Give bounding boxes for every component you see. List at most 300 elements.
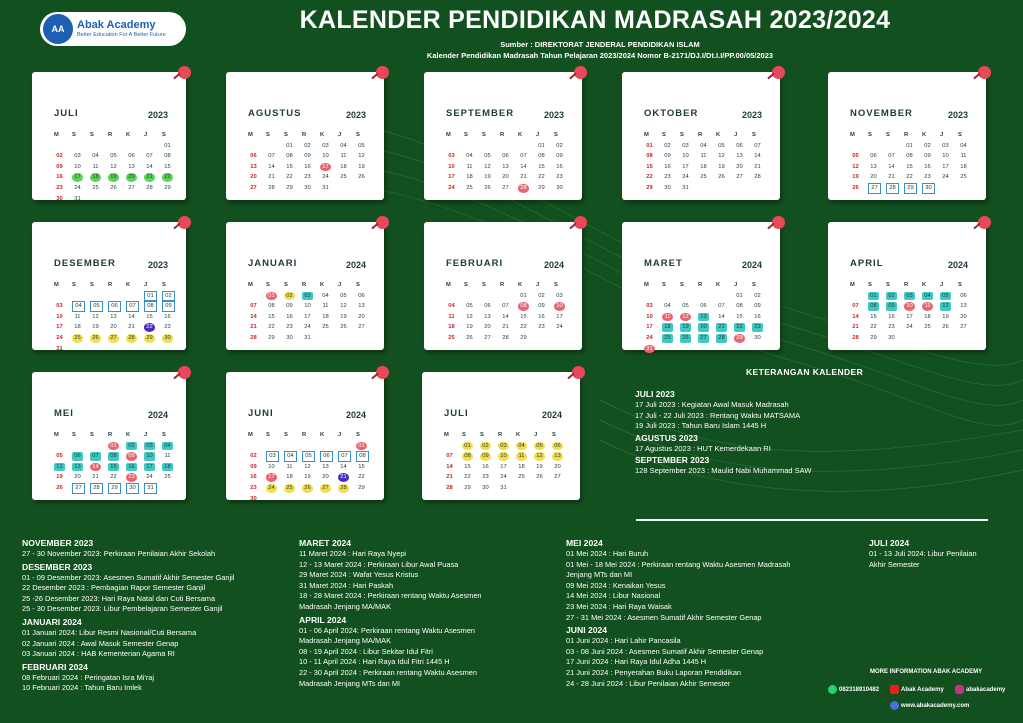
- day-number: 10: [322, 153, 329, 160]
- day-cell: [534, 472, 552, 483]
- weekday-header: S: [356, 282, 360, 289]
- weekday-header: R: [500, 282, 505, 289]
- day-number: 11: [466, 163, 473, 170]
- day-cell: [552, 462, 570, 473]
- day-number: 15: [268, 313, 275, 320]
- day-number: 05: [852, 153, 859, 160]
- day-cell: [356, 172, 374, 183]
- day-number: 03: [646, 303, 653, 310]
- weekday-header: S: [72, 432, 76, 439]
- day-cell: [536, 172, 554, 183]
- decree-line: Kalender Pendidikan Madrasah Tahun Pelajaran 2023/2024 Nomor B-2171/DJ.I/Dt.I.I/PP.00/05/2023: [426, 51, 774, 60]
- day-cell: [320, 183, 338, 194]
- event-item: 03 - 08 Juni 2024 : Asesmen Sumatif Akhir Semester Genap: [566, 646, 764, 656]
- weekday-header: K: [922, 132, 927, 139]
- day-number: 28: [502, 335, 509, 342]
- day-cell: [904, 183, 922, 194]
- day-cell: [338, 472, 356, 483]
- day-number: 19: [358, 163, 365, 170]
- day-cell: [518, 162, 536, 173]
- legend-month-heading: SEPTEMBER 2023: [635, 455, 710, 465]
- day-number: 12: [358, 153, 365, 160]
- day-cell: [482, 162, 500, 173]
- event-month-heading: DESEMBER 2023: [22, 561, 93, 572]
- day-number: 12: [304, 463, 311, 470]
- day-cell: [904, 301, 922, 312]
- day-cell: [500, 312, 518, 323]
- weekday-header: R: [500, 132, 505, 139]
- day-cell: [320, 451, 338, 462]
- day-cell: [338, 322, 356, 333]
- day-number: 20: [698, 323, 709, 332]
- day-number: 19: [852, 174, 859, 181]
- day-cell: [554, 291, 572, 302]
- day-number: 09: [162, 301, 175, 312]
- day-cell: [680, 322, 698, 333]
- pushpin-icon: [376, 66, 389, 79]
- day-number: 08: [286, 153, 293, 160]
- day-number: 05: [110, 153, 117, 160]
- day-cell: [108, 322, 126, 333]
- day-cell: [126, 183, 144, 194]
- day-number: 22: [144, 323, 155, 332]
- day-cell: [126, 322, 144, 333]
- day-cell: [302, 322, 320, 333]
- day-number: 15: [538, 163, 545, 170]
- event-item: 27 - 31 Mei 2024 : Asesmen Sumatif Akhir Semester Genap: [566, 612, 762, 622]
- day-number: 14: [268, 163, 275, 170]
- day-cell: [446, 322, 464, 333]
- day-cell: [248, 301, 266, 312]
- day-number: 24: [304, 324, 311, 331]
- weekday-header: M: [850, 132, 855, 139]
- day-cell: [734, 291, 752, 302]
- day-cell: [126, 451, 144, 462]
- weekday-header: S: [886, 282, 890, 289]
- month-days-grid: [446, 130, 572, 194]
- day-cell: [54, 322, 72, 333]
- weekday-header: S: [680, 282, 684, 289]
- day-cell: [72, 162, 90, 173]
- day-cell: [302, 151, 320, 162]
- day-number: 17: [682, 163, 689, 170]
- month-name: JULI: [444, 408, 469, 419]
- day-number: 06: [484, 303, 491, 310]
- day-number: 24: [322, 174, 329, 181]
- day-number: 12: [484, 163, 491, 170]
- day-number: 21: [716, 323, 727, 332]
- day-cell: [734, 333, 752, 344]
- day-cell: [868, 291, 886, 302]
- weekday-header: S: [480, 432, 484, 439]
- weekday-header: M: [850, 282, 855, 289]
- day-number: 11: [340, 153, 347, 160]
- day-cell: [716, 141, 734, 152]
- day-cell: [54, 462, 72, 473]
- day-number: 31: [304, 335, 311, 342]
- day-number: 22: [162, 173, 173, 182]
- month-card-juni-2024: [226, 372, 384, 500]
- day-number: 19: [718, 163, 725, 170]
- day-number: 02: [480, 442, 491, 451]
- day-number: 02: [886, 292, 897, 301]
- day-number: 16: [286, 313, 293, 320]
- legend-list: [635, 388, 985, 477]
- day-cell: [108, 441, 126, 452]
- day-number: 10: [646, 313, 653, 320]
- day-cell: [886, 151, 904, 162]
- day-number: 08: [462, 452, 473, 461]
- day-number: 11: [662, 313, 673, 322]
- day-number: 24: [448, 185, 455, 192]
- day-cell: [284, 183, 302, 194]
- day-number: 21: [888, 174, 895, 181]
- day-cell: [302, 451, 320, 462]
- day-number: 31: [322, 185, 329, 192]
- day-number: 18: [90, 173, 101, 182]
- month-year: 2023: [543, 110, 564, 120]
- day-cell: [644, 312, 662, 323]
- day-number: 25: [322, 324, 329, 331]
- day-number: 23: [126, 473, 137, 482]
- day-number: 05: [718, 142, 725, 149]
- day-cell: [958, 141, 976, 152]
- day-cell: [922, 291, 940, 302]
- day-cell: [338, 141, 356, 152]
- day-number: 04: [72, 301, 85, 312]
- day-number: 02: [250, 453, 257, 460]
- day-cell: [108, 472, 126, 483]
- day-number: 18: [162, 463, 173, 472]
- event-item: 11 Maret 2024 : Hari Raya Nyepi: [299, 549, 407, 558]
- day-cell: [464, 301, 482, 312]
- day-cell: [698, 162, 716, 173]
- weekday-header: J: [940, 282, 944, 289]
- day-cell: [850, 322, 868, 333]
- weekday-header: S: [958, 282, 962, 289]
- day-cell: [850, 183, 868, 194]
- day-number: 07: [446, 453, 453, 460]
- day-cell: [144, 291, 162, 302]
- day-cell: [284, 322, 302, 333]
- event-item: 22 - 30 April 2024 : Perkiraan rentang Waktu Asesmen: [299, 667, 478, 677]
- weekday-header: R: [108, 432, 113, 439]
- month-days-grid: [850, 280, 976, 344]
- day-number: 29: [358, 485, 365, 492]
- day-number: 01: [108, 442, 119, 451]
- day-number: 11: [164, 453, 171, 460]
- day-number: 24: [682, 174, 689, 181]
- day-number: 11: [74, 313, 81, 320]
- day-number: 24: [942, 174, 949, 181]
- month-days-grid: [644, 130, 770, 194]
- month-card-november-2023: [828, 72, 986, 200]
- day-number: 20: [960, 313, 967, 320]
- day-cell: [536, 162, 554, 173]
- day-cell: [662, 333, 680, 344]
- day-cell: [500, 172, 518, 183]
- day-cell: [72, 151, 90, 162]
- day-number: 20: [74, 474, 81, 481]
- day-number: 14: [718, 313, 725, 320]
- day-number: 08: [868, 302, 879, 311]
- day-cell: [90, 301, 108, 312]
- weekday-header: S: [284, 132, 288, 139]
- day-number: 21: [754, 163, 761, 170]
- day-number: 22: [520, 324, 527, 331]
- contact-instagram[interactable]: [955, 685, 1005, 694]
- day-number: 22: [268, 324, 275, 331]
- day-number: 09: [304, 153, 311, 160]
- day-cell: [922, 151, 940, 162]
- event-item: 25 -26 Desember 2023: Hari Raya Natal dan Cuti Bersama: [22, 593, 216, 603]
- day-cell: [320, 472, 338, 483]
- weekday-header: J: [534, 432, 538, 439]
- day-number: 04: [664, 303, 671, 310]
- day-number: 20: [484, 324, 491, 331]
- month-card-februari-2024: [424, 222, 582, 350]
- day-cell: [644, 162, 662, 173]
- day-number: 02: [754, 292, 761, 299]
- day-number: 20: [322, 474, 329, 481]
- event-month-heading: MARET 2024: [299, 538, 352, 548]
- day-cell: [302, 333, 320, 344]
- day-number: 24: [266, 484, 277, 493]
- day-cell: [144, 322, 162, 333]
- day-number: 14: [250, 313, 257, 320]
- day-cell: [480, 462, 498, 473]
- day-cell: [72, 483, 90, 494]
- day-number: 01: [520, 292, 527, 299]
- day-number: 05: [358, 142, 365, 149]
- day-cell: [320, 462, 338, 473]
- day-cell: [958, 172, 976, 183]
- weekday-header: J: [338, 432, 342, 439]
- day-number: 13: [128, 163, 135, 170]
- day-cell: [868, 312, 886, 323]
- day-cell: [886, 333, 904, 344]
- day-number: 22: [286, 174, 293, 181]
- day-number: 03: [322, 142, 329, 149]
- day-number: 21: [250, 324, 257, 331]
- day-number: 20: [554, 463, 561, 470]
- weekday-header: J: [144, 132, 148, 139]
- day-cell: [752, 312, 770, 323]
- day-cell: [662, 322, 680, 333]
- day-cell: [464, 312, 482, 323]
- day-cell: [54, 194, 72, 205]
- month-name: SEPTEMBER: [446, 108, 515, 119]
- day-number: 18: [340, 163, 347, 170]
- day-cell: [126, 462, 144, 473]
- day-number: 11: [922, 302, 933, 311]
- day-cell: [518, 151, 536, 162]
- day-cell: [54, 472, 72, 483]
- day-number: 03: [302, 292, 313, 301]
- day-number: 17: [72, 173, 83, 182]
- day-number: 19: [108, 173, 119, 182]
- day-cell: [144, 301, 162, 312]
- day-cell: [464, 183, 482, 194]
- day-cell: [940, 141, 958, 152]
- day-cell: [266, 333, 284, 344]
- day-cell: [698, 141, 716, 152]
- event-item: 01 - 09 Desember 2023: Asesmen Sumatif Akhir Semester Ganjil: [22, 572, 235, 582]
- day-number: 24: [74, 185, 81, 192]
- day-cell: [338, 451, 356, 462]
- day-number: 16: [664, 163, 671, 170]
- weekday-header: S: [72, 282, 76, 289]
- day-number: 23: [556, 174, 563, 181]
- day-number: 05: [940, 292, 951, 301]
- month-name: MEI: [54, 408, 74, 419]
- day-number: 14: [446, 463, 453, 470]
- day-number: 04: [960, 142, 967, 149]
- weekday-header: J: [144, 282, 148, 289]
- day-number: 23: [924, 174, 931, 181]
- day-number: 02: [556, 142, 563, 149]
- day-number: 19: [536, 463, 543, 470]
- day-number: 03: [942, 142, 949, 149]
- day-cell: [284, 462, 302, 473]
- day-number: 15: [646, 163, 653, 170]
- month-card-mei-2024: [32, 372, 186, 500]
- weekday-header: J: [144, 432, 148, 439]
- day-cell: [356, 451, 374, 462]
- day-number: 10: [268, 463, 275, 470]
- event-month-heading: FEBRUARI 2024: [22, 661, 88, 672]
- day-cell: [922, 162, 940, 173]
- day-cell: [356, 151, 374, 162]
- day-cell: [518, 301, 536, 312]
- day-cell: [72, 451, 90, 462]
- month-year: 2024: [741, 260, 762, 270]
- day-cell: [958, 312, 976, 323]
- day-cell: [54, 344, 72, 355]
- day-cell: [554, 141, 572, 152]
- pushpin-icon: [178, 216, 191, 229]
- day-cell: [144, 151, 162, 162]
- month-days-grid: [850, 130, 976, 194]
- day-number: 05: [534, 442, 545, 451]
- day-number: 03: [448, 153, 455, 160]
- day-cell: [462, 441, 480, 452]
- event-item: 31 Maret 2024 : Hari Paskah: [299, 580, 394, 590]
- day-number: 17: [500, 463, 507, 470]
- contact-website[interactable]: [890, 701, 969, 710]
- day-number: 25: [340, 174, 347, 181]
- day-number: 12: [940, 302, 951, 311]
- day-number: 01: [868, 292, 879, 301]
- day-cell: [886, 291, 904, 302]
- contact-phone[interactable]: [828, 685, 879, 694]
- day-number: 18: [700, 163, 707, 170]
- day-number: 10: [74, 163, 81, 170]
- weekday-header: J: [338, 282, 342, 289]
- day-number: 13: [698, 313, 709, 322]
- legend-month-heading: JULI 2023: [635, 389, 675, 399]
- day-cell: [534, 462, 552, 473]
- day-number: 08: [736, 303, 743, 310]
- day-number: 06: [72, 452, 83, 461]
- day-number: 17: [942, 163, 949, 170]
- contact-youtube[interactable]: [890, 685, 944, 694]
- day-number: 09: [480, 452, 491, 461]
- day-number: 25: [466, 185, 473, 192]
- day-number: 26: [680, 334, 691, 343]
- weekday-header: S: [680, 132, 684, 139]
- day-number: 12: [534, 452, 545, 461]
- month-days-grid: [446, 280, 572, 344]
- contact-title: MORE INFORMATION ABAK ACADEMY: [870, 669, 983, 675]
- day-number: 17: [56, 324, 63, 331]
- day-cell: [90, 162, 108, 173]
- weekday-header: J: [338, 132, 342, 139]
- day-cell: [716, 312, 734, 323]
- legend-item: 17 Agustus 2023 : HUT Kemerdekaan RI: [635, 443, 771, 453]
- day-number: 13: [72, 463, 83, 472]
- day-cell: [500, 151, 518, 162]
- day-number: 07: [250, 303, 257, 310]
- day-cell: [734, 141, 752, 152]
- day-cell: [356, 141, 374, 152]
- globe-icon: [890, 701, 899, 710]
- day-cell: [516, 472, 534, 483]
- weekday-header: J: [940, 132, 944, 139]
- day-cell: [500, 162, 518, 173]
- day-number: 05: [340, 292, 347, 299]
- day-cell: [464, 151, 482, 162]
- day-number: 26: [340, 324, 347, 331]
- day-cell: [662, 162, 680, 173]
- day-cell: [536, 151, 554, 162]
- day-cell: [356, 472, 374, 483]
- day-number: 18: [466, 174, 473, 181]
- day-cell: [302, 183, 320, 194]
- day-cell: [126, 172, 144, 183]
- day-cell: [302, 162, 320, 173]
- day-cell: [446, 162, 464, 173]
- weekday-header: S: [356, 432, 360, 439]
- month-name: APRIL: [850, 258, 884, 269]
- day-number: 16: [924, 163, 931, 170]
- weekday-header: S: [356, 132, 360, 139]
- day-cell: [90, 333, 108, 344]
- day-cell: [162, 162, 180, 173]
- day-number: 17: [646, 324, 653, 331]
- day-cell: [302, 483, 320, 494]
- day-cell: [482, 151, 500, 162]
- day-number: 23: [164, 324, 171, 331]
- day-cell: [940, 312, 958, 323]
- weekday-header: S: [90, 432, 94, 439]
- day-number: 10: [144, 452, 155, 461]
- source-line: Sumber : DIREKTORAT JENDERAL PENDIDIKAN ISLAM: [500, 40, 700, 49]
- day-number: 18: [286, 474, 293, 481]
- weekday-header: S: [464, 132, 468, 139]
- day-cell: [498, 472, 516, 483]
- day-number: 19: [304, 474, 311, 481]
- day-number: 11: [516, 452, 527, 461]
- day-cell: [108, 151, 126, 162]
- day-cell: [644, 172, 662, 183]
- pushpin-icon: [376, 366, 389, 379]
- day-number: 06: [108, 301, 121, 312]
- weekday-header: K: [518, 132, 523, 139]
- day-cell: [144, 441, 162, 452]
- day-cell: [552, 441, 570, 452]
- day-cell: [266, 322, 284, 333]
